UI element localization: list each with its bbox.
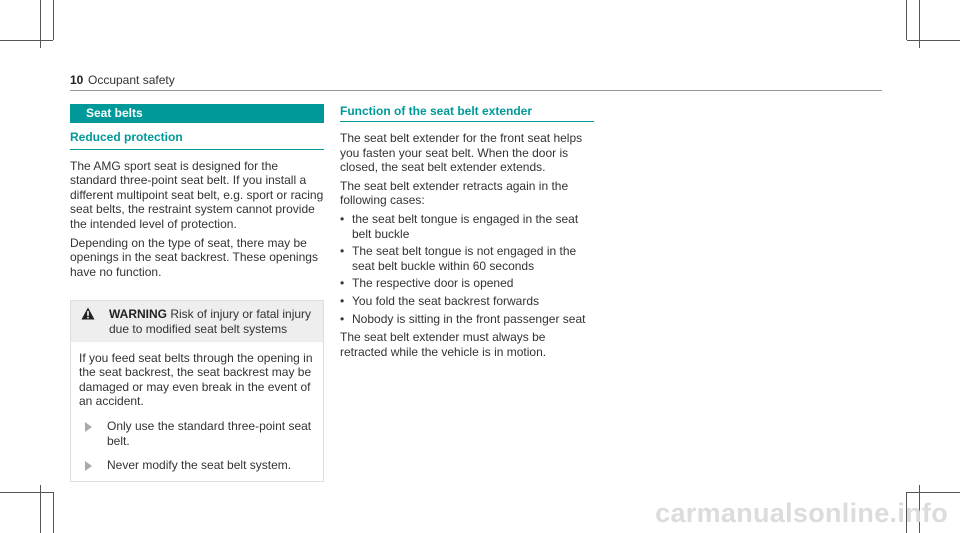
- left-column: [70, 104, 324, 482]
- bullet-icon: •: [340, 276, 345, 291]
- section-heading: Function of the seat belt extender: [340, 104, 594, 122]
- crop-mark: [53, 492, 54, 533]
- step-arrow-icon: [85, 422, 92, 432]
- watermark: carmanualsonline.info: [655, 498, 948, 528]
- running-header: Occupant safety: [88, 73, 175, 87]
- warning-label: WARNING: [109, 307, 167, 322]
- list-item: • Nobody is sitting in the front passenger seat: [340, 311, 586, 326]
- warning-text: If you feed seat belts through the opening in the seat backrest, the seat backrest may be damaged or may even break in the event of an accident.: [79, 350, 313, 409]
- step-arrow-icon: [85, 461, 92, 471]
- bullet-icon: •: [340, 293, 345, 308]
- list-item: • You fold the seat backrest forwards: [340, 293, 539, 308]
- warning-header: [71, 301, 323, 341]
- page-number: 10: [70, 73, 84, 87]
- crop-mark: [907, 492, 960, 493]
- crop-mark: [53, 0, 54, 40]
- paragraph: The AMG sport seat is designed for the standard three-point seat belt. If you install a different multipoint seat belt, e.g. sport or racing seat belts, the restraint system cannot provide the intended level of protection.: [70, 158, 324, 231]
- paragraph: The seat belt extender for the front seat helps you fasten your seat belt. When the door is closed, the seat belt extender extends.: [340, 131, 583, 175]
- crop-mark: [906, 0, 907, 40]
- list-item: • The respective door is opened: [340, 276, 514, 291]
- bullet-list: [340, 212, 594, 326]
- step-text: Never modify the seat belt system.: [107, 458, 292, 473]
- crop-mark: [0, 40, 53, 41]
- bullet-icon: •: [340, 211, 345, 226]
- warning-triangle-icon: [81, 307, 95, 320]
- bullet-icon: •: [340, 244, 345, 259]
- header-rule: [70, 90, 882, 91]
- bullet-icon: •: [340, 311, 345, 326]
- paragraph: The seat belt extender retracts again in the following cases:: [340, 178, 569, 208]
- crop-mark: [907, 40, 960, 41]
- warning-title: Risk of injury or fatal injury due to modified seat belt systems: [109, 307, 312, 336]
- subheading: Reduced protection: [70, 130, 324, 150]
- crop-mark: [0, 492, 53, 493]
- list-item: • the seat belt tongue is engaged in the seat belt buckle: [340, 211, 579, 241]
- section-banner: Seat belts: [70, 104, 324, 123]
- warning-box: [70, 300, 324, 481]
- list-item: • The seat belt tongue is not engaged in the seat belt buckle within 60 seconds: [340, 244, 577, 273]
- warning-body: [71, 342, 323, 481]
- instruction-step: [79, 419, 315, 448]
- paragraph: The seat belt extender must always be retracted while the vehicle is in motion.: [340, 330, 547, 359]
- paragraph: Depending on the type of seat, there may be openings in the seat backrest. These openings have no function.: [70, 235, 318, 279]
- step-text: Only use the standard three-point seat belt.: [107, 418, 312, 448]
- right-column: [340, 104, 594, 359]
- instruction-step: [79, 458, 315, 473]
